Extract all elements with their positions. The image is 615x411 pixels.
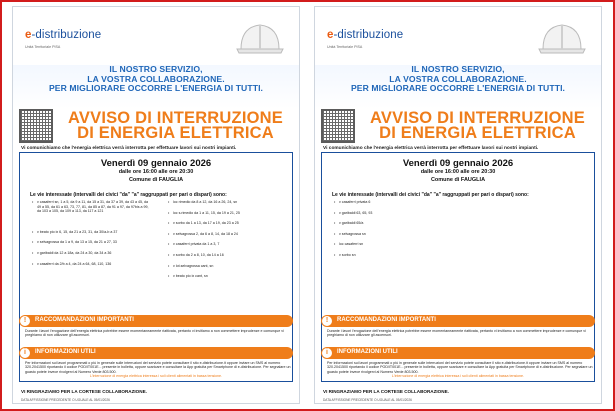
helmet-icon [235, 19, 285, 59]
recommendations-text: Durante i lavori l'erogazione dell'energia elettrica potrebbe essere momentaneamente riattivata, pertanto vi invitiamo a non commettere imprudenze e comunque vi preghiamo di non utilizzare gli ascensori. [327, 329, 586, 338]
street-item: • v sorbo da 2 a 8, 10, da 14 a 16 [168, 253, 288, 258]
outage-date: Venerdì 09 gennaio 2026 [100, 158, 212, 169]
qr-code [321, 109, 355, 143]
slogan-line: LA VOSTRA COLLABORAZIONE. [87, 73, 225, 84]
slogan-line: LA VOSTRA COLLABORAZIONE. [389, 73, 527, 84]
streets-column-left [334, 200, 454, 264]
thanks-text: VI RINGRAZIAMO PER LA CORTESE COLLABORAZIONE. [323, 389, 449, 394]
title-line: DI ENERGIA ELETTRICA [379, 123, 576, 142]
section-label: RACCOMANDAZIONI IMPORTANTI [337, 317, 436, 323]
streets-column-left [32, 200, 152, 272]
street-item: • v selvagrossa 2, da 6 a 8, 14, da 18 a 24 [168, 232, 288, 237]
title-line: AVVISO DI INTERRUZIONE [370, 109, 585, 127]
useful-info-text: Per informazioni sui lavori programmati o più in generale sulle interruzioni del servizio potete consultare il sito e-distribuzione.it oppure inviare un SMS al numero 320.2041500 riportando il codice POD/IT001E... presente in bolletta, oppure scaricare e consultare la App gratuita per Smartphone di e-distribuzione. Per segnalare un guasto potete invece rivolgervi al Numero Verde 803.500. [327, 361, 593, 374]
slogan-line: PER MIGLIORARE OCCORRE L'ENERGIA DI TUTTI. [350, 83, 566, 94]
intro-text: Vi comunichiamo che l'energia elettrica verrà interrotta per effettuare lavori sui nostri impianti. [21, 146, 237, 151]
street-item: • v lot.selvagrossa cant, sn [168, 264, 288, 269]
logo-prefix: e [25, 29, 32, 41]
slogan-block [13, 65, 299, 109]
notice-poster-1 [12, 6, 300, 404]
title-line: AVVISO DI INTERRUZIONE [68, 109, 283, 127]
thanks-text: VI RINGRAZIAMO PER LA CORTESE COLLABORAZIONE. [21, 389, 147, 394]
territorial-unit: Unità Territoriale PISA [25, 45, 61, 49]
low-voltage-note: L'interruzione di energia elettrica interessa i soli clienti alimentati in bassa tensione. [391, 374, 525, 378]
territorial-unit: Unità Territoriale PISA [327, 45, 363, 49]
street-item: • loc casaferri sn [334, 242, 454, 247]
street-item: • loc s.rimedio da 1 a 11, 15, da 19 a 21, 25 [168, 211, 288, 216]
street-item: • v casaferri da 2/b a 4, da 24 a 64, 68, 110, 136 [32, 262, 152, 267]
outage-time: dalle ore 16:00 alle ore 20:30 [118, 169, 194, 175]
info-icon: ! [20, 316, 30, 326]
section-header-useful-info [321, 347, 595, 359]
notice-poster-2 [314, 6, 602, 404]
outage-comune: Comune di FAUGLIA [128, 177, 184, 183]
slogan-line: IL NOSTRO SERVIZIO, [411, 64, 505, 74]
company-logo [25, 29, 101, 41]
info-icon: ! [322, 316, 332, 326]
section-header-recommendations [19, 315, 293, 327]
section-header-useful-info [19, 347, 293, 359]
posting-date: DATA AFFISSIONE PRECEDENTE O UGUALE AL 05/01/2026 [21, 398, 110, 402]
section-header-recommendations [321, 315, 595, 327]
intro-text: Vi comunichiamo che l'energia elettrica verrà interrotta per effettuare lavori sui nostri impianti. [323, 146, 539, 151]
logo-text: -distribuzione [333, 29, 404, 41]
street-item: • v sorbo da 1 a 13, da 17 a 19, da 23 a 25 [168, 221, 288, 226]
company-logo [327, 29, 403, 41]
street-item: • v casaferri privata da 1 a 3, 7 [168, 242, 288, 247]
street-item: • v casaferri sn, 1 a 5, da 9 a 11, da 15 a 31, da 37 a 39, da 43 a 45, da 49 a 55, da 61 a 63, 73, 77, 81, da 85 a 87, da 91 a 97, da 97bis a 99, da 103 a 105, da 109 a 113, da 117 a 121 [32, 200, 152, 214]
info-icon: i [20, 348, 30, 358]
title-line: DI ENERGIA ELETTRICA [77, 123, 274, 142]
helmet-icon [537, 19, 587, 59]
outage-time: dalle ore 16:00 alle ore 20:30 [420, 169, 496, 175]
street-item: • v garibaldi 65/a [334, 221, 454, 226]
outage-date: Venerdì 09 gennaio 2026 [402, 158, 514, 169]
street-item: • v sorbo sn [334, 253, 454, 258]
street-item: • v garibaldi da 12 a 18a, da 24 a 30, da 34 a 36 [32, 251, 152, 256]
streets-label: Le vie interessate (intervalli dei civici "da" "a" raggruppati per pari o dispari) sono: [30, 192, 227, 198]
street-item: • v casaferri privata 6 [334, 200, 454, 205]
section-label: RACCOMANDAZIONI IMPORTANTI [35, 317, 134, 323]
street-item: • v selvagrossa da 1 a 9, da 13 a 15, da 21 a 27, 33 [32, 240, 152, 245]
qr-code [19, 109, 53, 143]
section-label: INFORMAZIONI UTILI [35, 349, 96, 355]
recommendations-text: Durante i lavori l'erogazione dell'energia elettrica potrebbe essere momentaneamente riattivata, pertanto vi invitiamo a non commettere imprudenze e comunque vi preghiamo di non utilizzare gli ascensori. [25, 329, 284, 338]
street-item: • v beato pio ix 6, 15, da 21 a 23, 31, da 30/a-b a 37 [32, 230, 152, 235]
street-item: • loc rimedio da 8 a 12, da 16 a 26, 24, sn [168, 200, 288, 205]
street-item: • v beato pio ix cant, sn [168, 274, 288, 279]
slogan-block [315, 65, 601, 109]
low-voltage-note: L'interruzione di energia elettrica interessa i soli clienti alimentati in bassa tensione. [89, 374, 223, 378]
streets-column-right [168, 200, 288, 285]
logo-text: -distribuzione [31, 29, 102, 41]
section-label: INFORMAZIONI UTILI [337, 349, 398, 355]
streets-label: Le vie interessate (intervalli dei civici "da" "a" raggruppati per pari o dispari) sono: [332, 192, 529, 198]
notice-title [360, 111, 595, 140]
useful-info-text: Per informazioni sui lavori programmati o più in generale sulle interruzioni del servizio potete consultare il sito e-distribuzione.it oppure inviare un SMS al numero 320.2041500 riportando il codice POD/IT001E... presente in bolletta, oppure scaricare e consultare la App gratuita per Smartphone di e-distribuzione. Per segnalare un guasto potete invece rivolgervi al Numero Verde 803.500. [25, 361, 291, 374]
outage-comune: Comune di FAUGLIA [430, 177, 486, 183]
slogan-line: PER MIGLIORARE OCCORRE L'ENERGIA DI TUTTI. [48, 83, 264, 94]
notice-title [58, 111, 293, 140]
street-item: • v garibaldi 63, 65, 93 [334, 211, 454, 216]
logo-prefix: e [327, 29, 334, 41]
posting-date: DATA AFFISSIONE PRECEDENTE O UGUALE AL 05/01/2026 [323, 398, 412, 402]
slogan-line: IL NOSTRO SERVIZIO, [109, 64, 203, 74]
info-icon: i [322, 348, 332, 358]
street-item: • v selvagrossa sn [334, 232, 454, 237]
